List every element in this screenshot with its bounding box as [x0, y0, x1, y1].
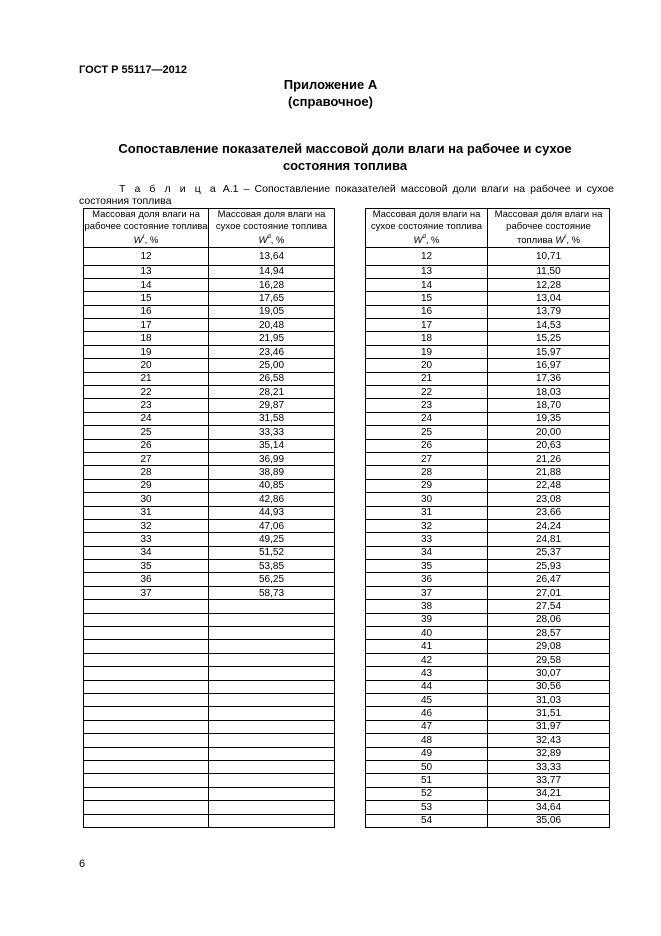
table-row: [84, 600, 335, 613]
table-row: [366, 560, 610, 573]
table-cell: 13: [84, 265, 209, 278]
table-row: [84, 519, 335, 532]
table-row: [84, 292, 335, 305]
table-cell: 36,99: [209, 452, 335, 465]
appendix-title: Приложение А: [283, 77, 378, 92]
left-col1-header: [84, 209, 209, 248]
table-cell: 15,25: [488, 332, 610, 345]
table-cell: 27: [84, 452, 209, 465]
table-cell: 45: [366, 694, 488, 707]
table-row: [84, 399, 335, 412]
standard-number: ГОСТ Р 55117—2012: [79, 64, 187, 76]
table-cell: 33,33: [209, 426, 335, 439]
table-cell: [84, 653, 209, 666]
table-row: [84, 720, 335, 733]
table-cell: [84, 814, 209, 827]
table-cell: 32,43: [488, 734, 610, 747]
table-cell: [209, 613, 335, 626]
table-cell: 12: [366, 247, 488, 265]
table-cell: [209, 640, 335, 653]
table-row: [366, 247, 610, 265]
table-cell: [209, 734, 335, 747]
table-row: [84, 801, 335, 814]
table-cell: [84, 720, 209, 733]
table-cell: [209, 774, 335, 787]
table-cell: 15: [84, 292, 209, 305]
table-cell: 25,37: [488, 546, 610, 559]
table-row: [366, 466, 610, 479]
table-cell: 19,05: [209, 305, 335, 318]
table-row: [84, 533, 335, 546]
table-row: [84, 319, 335, 332]
table-cell: [209, 694, 335, 707]
table-cell: 33,77: [488, 774, 610, 787]
table-row: [366, 372, 610, 385]
table-cell: 47: [366, 720, 488, 733]
table-row: [84, 359, 335, 372]
table-cell: 31,03: [488, 694, 610, 707]
table-cell: 18: [84, 332, 209, 345]
table-cell: [84, 640, 209, 653]
unit: , %: [144, 235, 159, 246]
table-cell: 41: [366, 640, 488, 653]
table-cell: 21,95: [209, 332, 335, 345]
table-cell: 21: [366, 372, 488, 385]
table-cell: [84, 694, 209, 707]
table-cell: 33: [366, 533, 488, 546]
table-cell: 38,89: [209, 466, 335, 479]
table-cell: 10,71: [488, 247, 610, 265]
table-cell: [84, 680, 209, 693]
table-cell: [84, 613, 209, 626]
table-row: [84, 667, 335, 680]
table-row: [366, 359, 610, 372]
table-cell: 37: [84, 586, 209, 599]
table-row: [366, 479, 610, 492]
table-row: [366, 613, 610, 626]
unit: , %: [566, 235, 581, 246]
table-cell: 34: [84, 546, 209, 559]
table-cell: 44: [366, 680, 488, 693]
table-cell: 12,28: [488, 278, 610, 291]
table-cell: 24,24: [488, 519, 610, 532]
table-cell: 47,06: [209, 519, 335, 532]
table-row: [366, 546, 610, 559]
table-cell: 28: [366, 466, 488, 479]
table-cell: 31: [366, 506, 488, 519]
table-cell: 39: [366, 613, 488, 626]
appendix-heading: [0, 76, 661, 110]
table-row: [366, 680, 610, 693]
section-title: [100, 140, 590, 174]
table-cell: [84, 747, 209, 760]
table-row: [366, 292, 610, 305]
superscript: r: [564, 234, 567, 240]
table-cell: 42: [366, 653, 488, 666]
table-cell: 12: [84, 247, 209, 265]
table-row: [84, 707, 335, 720]
table-row: [84, 305, 335, 318]
table-cell: 20,63: [488, 439, 610, 452]
table-cell: 28: [84, 466, 209, 479]
table-cell: 43: [366, 667, 488, 680]
table-row: [366, 573, 610, 586]
table-cell: 29: [366, 479, 488, 492]
table-cell: 34,64: [488, 801, 610, 814]
table-cell: 50: [366, 760, 488, 773]
table-row: [84, 439, 335, 452]
table-cell: 14: [366, 278, 488, 291]
table-cell: 21,88: [488, 466, 610, 479]
unit: , %: [270, 235, 285, 246]
table-cell: 20: [84, 359, 209, 372]
table-row: [84, 573, 335, 586]
caption-text: А.1 – Сопоставление показателей массовой доли влаги на рабочее и сухое состояния топлива: [79, 183, 614, 207]
table-row: [366, 653, 610, 666]
table-cell: 53: [366, 801, 488, 814]
table-cell: 23,66: [488, 506, 610, 519]
table-cell: [209, 760, 335, 773]
table-row: [84, 345, 335, 358]
table-row: [84, 586, 335, 599]
symbol: W: [133, 235, 143, 246]
table-cell: 20: [366, 359, 488, 372]
table-cell: [209, 707, 335, 720]
table-row: [84, 680, 335, 693]
table-cell: 35,14: [209, 439, 335, 452]
appendix-subtitle: (справочное): [288, 94, 373, 109]
table-row: [366, 305, 610, 318]
table-row: [366, 386, 610, 399]
table-cell: 28,21: [209, 386, 335, 399]
table-row: [366, 332, 610, 345]
table-cell: 16: [366, 305, 488, 318]
table-row: [366, 452, 610, 465]
table-row: [366, 667, 610, 680]
table-row: [84, 506, 335, 519]
table-cell: 21: [84, 372, 209, 385]
table-row: [84, 332, 335, 345]
table-row: [366, 694, 610, 707]
table-cell: 33,33: [488, 760, 610, 773]
table-row: [84, 613, 335, 626]
table-cell: [84, 667, 209, 680]
table-cell: 31,97: [488, 720, 610, 733]
symbol: W: [555, 235, 565, 246]
table-cell: 34,21: [488, 787, 610, 800]
table-cell: [209, 787, 335, 800]
table-cell: [209, 747, 335, 760]
table-cell: 23,08: [488, 493, 610, 506]
table-row: [366, 265, 610, 278]
caption-label: Т а б л и ц а: [119, 183, 218, 195]
superscript: d: [422, 234, 426, 240]
table-row: [366, 760, 610, 773]
table-cell: 37: [366, 586, 488, 599]
table-cell: 25: [366, 426, 488, 439]
header-text: Массовая доля влаги на рабочее состояние топлива: [84, 209, 208, 232]
table-row: [84, 372, 335, 385]
table-row: [84, 560, 335, 573]
table-row: [366, 493, 610, 506]
table-cell: 33: [84, 533, 209, 546]
table-row: [366, 439, 610, 452]
table-cell: [209, 720, 335, 733]
table-cell: [84, 707, 209, 720]
table-cell: [209, 667, 335, 680]
table-cell: 56,25: [209, 573, 335, 586]
table-row: [84, 653, 335, 666]
page-number: 6: [79, 858, 86, 870]
table-row: [84, 466, 335, 479]
table-cell: 29,08: [488, 640, 610, 653]
table-row: [366, 801, 610, 814]
table-cell: 29,58: [488, 653, 610, 666]
table-cell: [84, 627, 209, 640]
table-cell: 14: [84, 278, 209, 291]
table-cell: 53,85: [209, 560, 335, 573]
table-cell: 24: [366, 412, 488, 425]
table-cell: 28,06: [488, 613, 610, 626]
table-cell: 51: [366, 774, 488, 787]
table-row: [366, 734, 610, 747]
table-cell: 48: [366, 734, 488, 747]
table-cell: 30: [84, 493, 209, 506]
table-cell: 11,50: [488, 265, 610, 278]
table-cell: [209, 801, 335, 814]
table-cell: 17: [84, 319, 209, 332]
table-cell: 16: [84, 305, 209, 318]
table-row: [84, 640, 335, 653]
table-cell: 13,04: [488, 292, 610, 305]
table-cell: [209, 814, 335, 827]
table-cell: 24: [84, 412, 209, 425]
table-cell: 17,65: [209, 292, 335, 305]
table-cell: 42,86: [209, 493, 335, 506]
table-row: [366, 720, 610, 733]
table-cell: [84, 801, 209, 814]
table-row: [84, 479, 335, 492]
section-title-line2: состояния топлива: [282, 158, 408, 173]
table-row: [84, 546, 335, 559]
table-cell: 35: [366, 560, 488, 573]
table-cell: 49,25: [209, 533, 335, 546]
table-cell: 40,85: [209, 479, 335, 492]
table-cell: [209, 680, 335, 693]
table-row: [366, 787, 610, 800]
table-cell: 23: [366, 399, 488, 412]
table-cell: [209, 600, 335, 613]
table-cell: 32,89: [488, 747, 610, 760]
table-cell: 13,64: [209, 247, 335, 265]
table-cell: 21,26: [488, 452, 610, 465]
table-cell: 19: [84, 345, 209, 358]
table-cell: 15: [366, 292, 488, 305]
table-cell: 24,81: [488, 533, 610, 546]
table-row: [366, 600, 610, 613]
table-cell: 31: [84, 506, 209, 519]
table-cell: 25,00: [209, 359, 335, 372]
table-row: [84, 694, 335, 707]
table-row: [366, 345, 610, 358]
table-cell: 19: [366, 345, 488, 358]
right-table-body: [366, 247, 610, 827]
table-row: [366, 774, 610, 787]
table-cell: 35,06: [488, 814, 610, 827]
table-cell: 18: [366, 332, 488, 345]
table-cell: 14,94: [209, 265, 335, 278]
table-cell: 31,51: [488, 707, 610, 720]
unit: , %: [425, 235, 440, 246]
table-cell: 13: [366, 265, 488, 278]
table-cell: 29: [84, 479, 209, 492]
table-cell: 34: [366, 546, 488, 559]
table-row: [366, 533, 610, 546]
table-row: [366, 627, 610, 640]
table-cell: 26: [84, 439, 209, 452]
table-row: [84, 627, 335, 640]
header-text: Массовая доля влаги на сухое состояние топлива: [370, 209, 483, 232]
table-cell: 26,58: [209, 372, 335, 385]
table-cell: 51,52: [209, 546, 335, 559]
table-row: [84, 493, 335, 506]
table-row: [366, 707, 610, 720]
table-cell: 22,48: [488, 479, 610, 492]
table-cell: 26,47: [488, 573, 610, 586]
left-table-body: [84, 247, 335, 827]
table-cell: 27,01: [488, 586, 610, 599]
table-row: [84, 265, 335, 278]
section-title-line1: Сопоставление показателей массовой доли влаги на рабочее и сухое: [118, 141, 572, 156]
table-cell: 18,70: [488, 399, 610, 412]
table-row: [366, 506, 610, 519]
table-cell: 25: [84, 426, 209, 439]
table-cell: 18,03: [488, 386, 610, 399]
table-cell: 30: [366, 493, 488, 506]
table-cell: 38: [366, 600, 488, 613]
table-row: [366, 519, 610, 532]
table-cell: 15,97: [488, 345, 610, 358]
header-text: Массовая доля влаги на сухое состояние топлива: [215, 209, 328, 232]
table-cell: 52: [366, 787, 488, 800]
table-row: [366, 586, 610, 599]
table-cell: 22: [366, 386, 488, 399]
right-col2-header: [488, 209, 610, 248]
table-cell: 26: [366, 439, 488, 452]
table-cell: 19,35: [488, 412, 610, 425]
table-row: [84, 747, 335, 760]
table-cell: 28,57: [488, 627, 610, 640]
table-row: [84, 814, 335, 827]
table-cell: 27,54: [488, 600, 610, 613]
table-cell: 30,56: [488, 680, 610, 693]
table-row: [84, 278, 335, 291]
table-row: [366, 426, 610, 439]
table-cell: 29,87: [209, 399, 335, 412]
table-row: [366, 278, 610, 291]
table-cell: 58,73: [209, 586, 335, 599]
table-cell: 31,58: [209, 412, 335, 425]
table-row: [366, 640, 610, 653]
table-row: [84, 760, 335, 773]
table-row: [84, 787, 335, 800]
table-cell: 16,28: [209, 278, 335, 291]
superscript: r: [142, 234, 145, 240]
right-table: [365, 208, 610, 828]
table-cell: 20,00: [488, 426, 610, 439]
table-cell: 40: [366, 627, 488, 640]
table-cell: 17,36: [488, 372, 610, 385]
table-cell: 25,93: [488, 560, 610, 573]
table-cell: 20,48: [209, 319, 335, 332]
table-cell: 23: [84, 399, 209, 412]
table-cell: 16,97: [488, 359, 610, 372]
table-cell: [84, 600, 209, 613]
table-row: [84, 426, 335, 439]
table-cell: 13,79: [488, 305, 610, 318]
table-cell: 17: [366, 319, 488, 332]
table-row: [84, 452, 335, 465]
table-cell: [84, 774, 209, 787]
table-cell: [84, 787, 209, 800]
table-cell: 32: [84, 519, 209, 532]
symbol: W: [258, 235, 268, 246]
table-cell: 32: [366, 519, 488, 532]
table-cell: 44,93: [209, 506, 335, 519]
table-cell: 22: [84, 386, 209, 399]
table-cell: [84, 760, 209, 773]
table-cell: 46: [366, 707, 488, 720]
table-row: [84, 247, 335, 265]
table-cell: 36: [366, 573, 488, 586]
table-row: [366, 412, 610, 425]
table-row: [366, 319, 610, 332]
symbol: W: [413, 235, 423, 246]
table-cell: 23,46: [209, 345, 335, 358]
table-caption: [79, 183, 614, 207]
table-row: [84, 774, 335, 787]
table-cell: [209, 653, 335, 666]
table-row: [84, 386, 335, 399]
header-text: Массовая доля влаги на рабочее состояние топлива: [494, 209, 603, 246]
table-cell: 36: [84, 573, 209, 586]
table-cell: [209, 627, 335, 640]
table-cell: 35: [84, 560, 209, 573]
table-cell: 54: [366, 814, 488, 827]
table-row: [366, 399, 610, 412]
table-cell: 49: [366, 747, 488, 760]
table-row: [84, 412, 335, 425]
table-row: [366, 814, 610, 827]
table-row: [84, 734, 335, 747]
table-cell: 27: [366, 452, 488, 465]
right-col1-header: [366, 209, 488, 248]
table-row: [366, 747, 610, 760]
left-col2-header: [209, 209, 335, 248]
table-cell: 30,07: [488, 667, 610, 680]
superscript: d: [267, 234, 271, 240]
table-cell: 14,53: [488, 319, 610, 332]
table-cell: [84, 734, 209, 747]
left-table: [83, 208, 335, 828]
